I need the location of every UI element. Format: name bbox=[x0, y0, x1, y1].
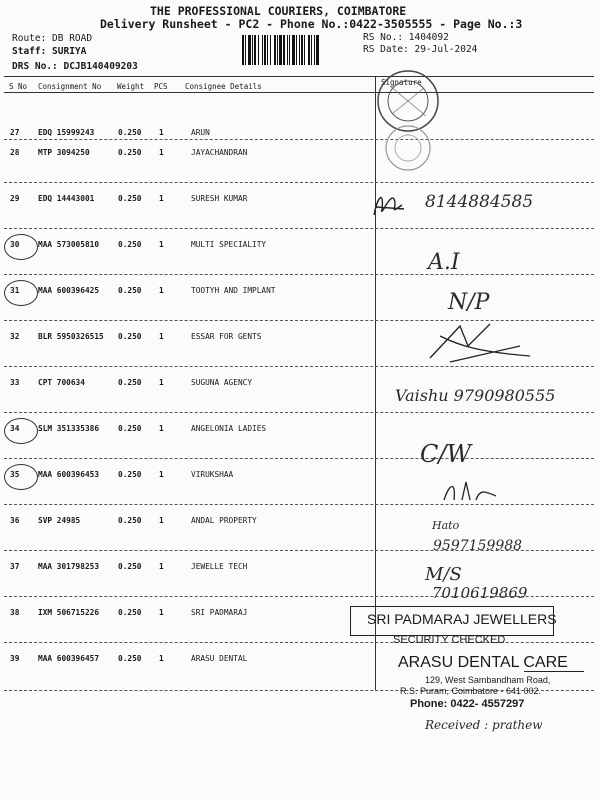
row-consignment: CPT 700634 bbox=[38, 378, 85, 387]
col-weight: Weight bbox=[117, 82, 145, 91]
padmaraj-stamp-name: SRI PADMARAJ JEWELLERS bbox=[367, 611, 557, 627]
row-weight: 0.250 bbox=[118, 516, 142, 525]
col-sno: S No bbox=[9, 82, 28, 91]
row-consignment: MAA 600396425 bbox=[38, 286, 100, 295]
row-pcs: 1 bbox=[159, 148, 164, 157]
row-consignment: SLM 351335386 bbox=[38, 424, 100, 433]
row-sno: 29 bbox=[10, 194, 20, 203]
row-weight: 0.250 bbox=[118, 240, 142, 249]
rs-date-label: RS Date: 29-Jul-2024 bbox=[363, 44, 478, 55]
drs-label: DRS No.: DCJB140409203 bbox=[12, 61, 138, 72]
row-divider bbox=[4, 139, 594, 140]
handwritten-note: M/S bbox=[425, 564, 462, 585]
row-consignment: MAA 600396453 bbox=[38, 470, 100, 479]
row-consignment: MAA 600396457 bbox=[38, 654, 100, 663]
row-consignee: JEWELLE TECH bbox=[191, 562, 248, 571]
col-consignee: Consignee Details bbox=[185, 82, 262, 91]
row-sno: 27 bbox=[10, 128, 20, 137]
barcode-bar bbox=[264, 35, 266, 65]
row-consignee: TOOTYH AND IMPLANT bbox=[191, 286, 276, 295]
row-pcs: 1 bbox=[159, 470, 164, 479]
barcode-bar bbox=[248, 35, 251, 65]
barcode-bar bbox=[279, 35, 282, 65]
table-row bbox=[0, 144, 600, 190]
padmaraj-stamp-sub: SECURITY CHECKED bbox=[393, 634, 506, 646]
row-sno: 37 bbox=[10, 562, 20, 571]
company-title: THE PROFESSIONAL COURIERS, COIMBATORE bbox=[150, 4, 407, 18]
row-weight: 0.250 bbox=[118, 654, 142, 663]
row-consignee: ESSAR FOR GENTS bbox=[191, 332, 262, 341]
row-consignee: SRI PADMARAJ bbox=[191, 608, 248, 617]
row-divider bbox=[4, 412, 594, 413]
barcode-bar bbox=[292, 35, 295, 65]
row-divider bbox=[4, 182, 594, 183]
arasu-stamp-name: ARASU DENTAL CARE bbox=[398, 654, 568, 671]
row-sno: 38 bbox=[10, 608, 20, 617]
row-divider bbox=[4, 274, 594, 275]
handwritten-note: N/P bbox=[448, 290, 490, 315]
row-sno: 30 bbox=[10, 240, 20, 249]
handwritten-note: A.I bbox=[428, 250, 460, 275]
row-consignment: MTP 3094250 bbox=[38, 148, 90, 157]
barcode-bar bbox=[296, 35, 297, 65]
row-weight: 0.250 bbox=[118, 378, 142, 387]
arasu-stamp-address: 129, West Sambandham Road, bbox=[425, 675, 551, 685]
barcode-bar bbox=[258, 35, 259, 65]
barcode-bar bbox=[252, 35, 253, 65]
signature-scribble bbox=[440, 478, 500, 506]
row-sno: 32 bbox=[10, 332, 20, 341]
col-pcs: PCS bbox=[154, 82, 168, 91]
barcode-bar bbox=[242, 35, 244, 65]
row-weight: 0.250 bbox=[118, 148, 142, 157]
barcode bbox=[242, 35, 356, 65]
col-signature: Signature bbox=[381, 78, 422, 87]
table-row bbox=[0, 236, 600, 282]
row-pcs: 1 bbox=[159, 286, 164, 295]
row-consignee: ANGELONIA LADIES bbox=[191, 424, 267, 433]
row-weight: 0.250 bbox=[118, 194, 142, 203]
barcode-bar bbox=[299, 35, 300, 65]
handwritten-phone: Vaishu 9790980555 bbox=[395, 386, 556, 405]
row-weight: 0.250 bbox=[118, 286, 142, 295]
row-consignee: SUGUNA AGENCY bbox=[191, 378, 253, 387]
row-divider bbox=[4, 504, 594, 505]
row-pcs: 1 bbox=[159, 240, 164, 249]
rs-no-label: RS No.: 1404092 bbox=[363, 32, 449, 43]
barcode-bar bbox=[254, 35, 256, 65]
signature-scribble bbox=[420, 316, 540, 366]
handwritten-received: Received : prathew bbox=[425, 718, 543, 732]
barcode-bar bbox=[314, 35, 315, 65]
row-sno: 39 bbox=[10, 654, 20, 663]
barcode-bar bbox=[245, 35, 246, 65]
handwritten-note: C/W bbox=[420, 440, 472, 468]
row-pcs: 1 bbox=[159, 194, 164, 203]
barcode-bar bbox=[308, 35, 310, 65]
barcode-bar bbox=[301, 35, 303, 65]
row-divider bbox=[4, 642, 594, 643]
row-consignment: EDQ 15999243 bbox=[38, 128, 95, 137]
barcode-bar bbox=[270, 35, 271, 65]
row-consignment: IXM 506715226 bbox=[38, 608, 100, 617]
barcode-bar bbox=[267, 35, 268, 65]
signature-scribble bbox=[370, 185, 410, 225]
barcode-bar bbox=[316, 35, 319, 65]
row-consignee: JAYACHANDRAN bbox=[191, 148, 248, 157]
row-divider bbox=[4, 366, 594, 367]
row-divider bbox=[4, 458, 594, 459]
row-pcs: 1 bbox=[159, 332, 164, 341]
row-weight: 0.250 bbox=[118, 470, 142, 479]
table-row bbox=[0, 420, 600, 466]
round-seal-stamp bbox=[368, 66, 448, 176]
row-consignee: VIRUKSHAA bbox=[191, 470, 234, 479]
row-pcs: 1 bbox=[159, 654, 164, 663]
arasu-stamp-underline bbox=[524, 671, 584, 672]
row-consignment: MAA 301798253 bbox=[38, 562, 100, 571]
barcode-bar bbox=[262, 35, 263, 65]
handwritten-note: Hato bbox=[432, 519, 460, 532]
row-pcs: 1 bbox=[159, 516, 164, 525]
row-consignment: EDQ 14443001 bbox=[38, 194, 95, 203]
barcode-bar bbox=[304, 35, 305, 65]
row-sno: 36 bbox=[10, 516, 20, 525]
row-consignee: MULTI SPECIALITY bbox=[191, 240, 267, 249]
arasu-stamp-phone: Phone: 0422- 4557297 bbox=[410, 698, 525, 710]
barcode-bar bbox=[274, 35, 276, 65]
row-consignee: ANDAL PROPERTY bbox=[191, 516, 257, 525]
barcode-bar bbox=[289, 35, 290, 65]
route-label: Route: DB ROAD bbox=[12, 33, 93, 44]
row-sno: 34 bbox=[10, 424, 20, 433]
handwritten-phone: 9597159988 bbox=[433, 538, 523, 554]
row-pcs: 1 bbox=[159, 562, 164, 571]
table-header-line bbox=[4, 92, 594, 93]
row-weight: 0.250 bbox=[118, 128, 142, 137]
arasu-stamp-address: R.S. Puram, Coimbatore - 641 002. bbox=[400, 686, 542, 696]
handwritten-phone: 8144884585 bbox=[425, 192, 534, 212]
row-consignment: SVP 24985 bbox=[38, 516, 81, 525]
table-top-line bbox=[4, 76, 594, 77]
row-pcs: 1 bbox=[159, 378, 164, 387]
row-consignment: BLR 5950326515 bbox=[38, 332, 104, 341]
row-consignment: MAA 573005810 bbox=[38, 240, 100, 249]
row-consignee: ARUN bbox=[191, 128, 210, 137]
runsheet-title: Delivery Runsheet - PC2 - Phone No.:0422-3505555 - Page No.:3 bbox=[100, 17, 523, 31]
row-weight: 0.250 bbox=[118, 562, 142, 571]
row-pcs: 1 bbox=[159, 608, 164, 617]
row-weight: 0.250 bbox=[118, 332, 142, 341]
barcode-bar bbox=[287, 35, 288, 65]
row-divider bbox=[4, 228, 594, 229]
row-sno: 31 bbox=[10, 286, 20, 295]
handwritten-phone: 7010619869 bbox=[432, 584, 528, 602]
row-sno: 28 bbox=[10, 148, 20, 157]
barcode-bar bbox=[277, 35, 278, 65]
barcode-bar bbox=[283, 35, 285, 65]
row-consignee: SURESH KUMAR bbox=[191, 194, 248, 203]
col-consignment: Consignment No bbox=[38, 82, 102, 91]
barcode-bar bbox=[311, 35, 312, 65]
row-consignee: ARASU DENTAL bbox=[191, 654, 248, 663]
row-pcs: 1 bbox=[159, 128, 164, 137]
staff-label: Staff: SURIYA bbox=[12, 46, 87, 57]
row-sno: 33 bbox=[10, 378, 20, 387]
row-pcs: 1 bbox=[159, 424, 164, 433]
table-row bbox=[0, 466, 600, 512]
row-weight: 0.250 bbox=[118, 608, 142, 617]
row-weight: 0.250 bbox=[118, 424, 142, 433]
row-sno: 35 bbox=[10, 470, 20, 479]
